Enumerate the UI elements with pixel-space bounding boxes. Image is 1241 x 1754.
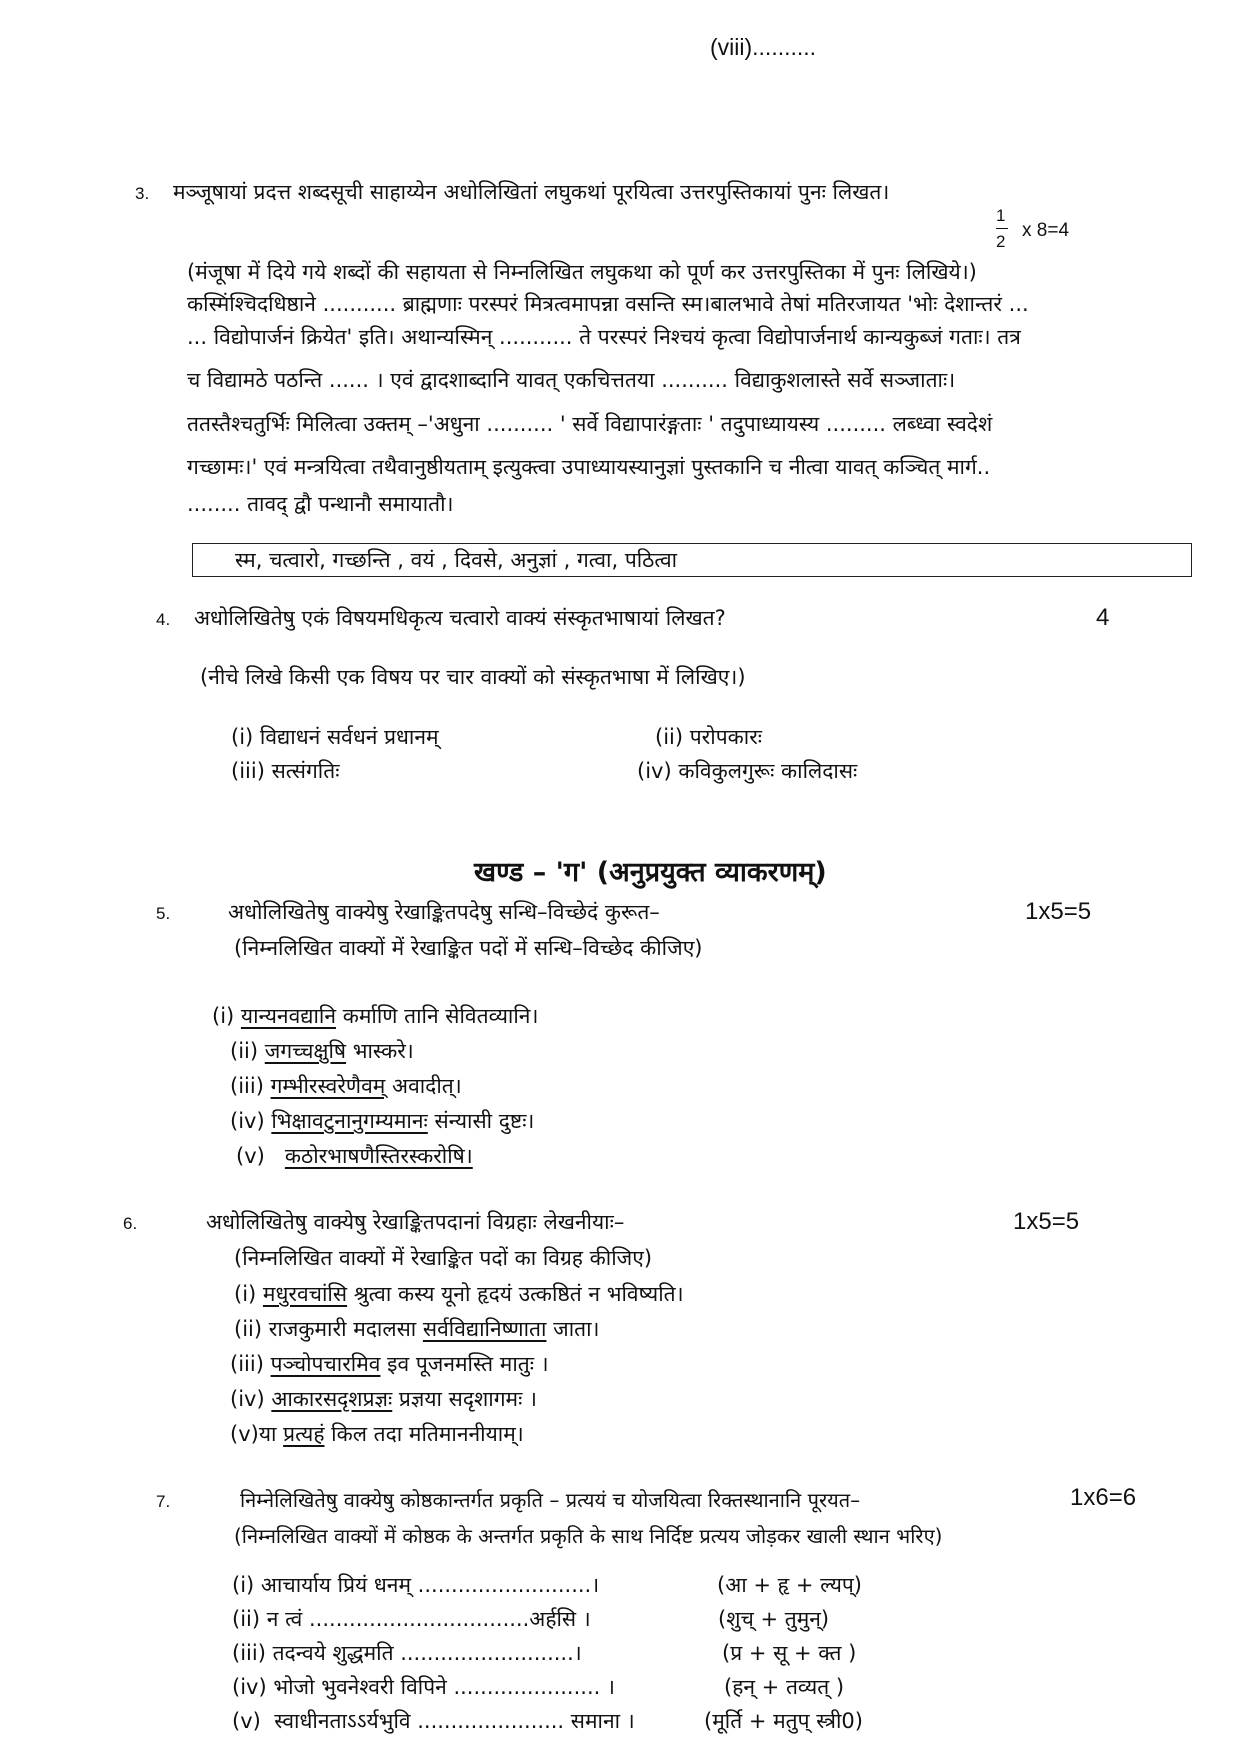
q3-passage-line: ततस्तैश्चतुर्भिः मिलित्वा उक्तम् –'अधुना .......... ' सर्वे विद्यापारंङ्गताः ' तदुपाध्यायस्य ......... लब्ध्वा स्वदेशं [187,412,993,436]
q3-passage-line: ... विद्योपार्जनं क्रियेत' इति। अथान्यस्मिन् ........... ते परस्परं निश्चयं कृत्वा विद्योपार्जनार्थ कान्यकुब्जं गताः। तत्र [187,325,1021,349]
q5-item [230,1037,414,1065]
q4-marks: 4 [1096,604,1110,631]
q6-item-rest: प्रज्ञया सदृशागमः । [392,1387,537,1411]
q4-option-text: परोपकारः [689,725,763,749]
q6-underlined-word: प्रत्यहं [283,1422,325,1446]
q6-item-rest: इव पूजनमस्ति मातुः । [380,1352,549,1376]
q3-passage-line: कस्मिंश्चिदधिष्ठाने ........... ब्राह्मणाः परस्परं मित्रत्वमापन्ना वसन्ति स्म।बालभावे तेषां मतिरजायत 'भोः देशान्तरं ... [187,292,1029,316]
q6-item-label: (ii) [234,1317,263,1341]
q6-item [230,1385,537,1413]
section-heading: खण्ड – 'ग' (अनुप्रयुक्त व्याकरणम्) [474,857,827,888]
q7-item [232,1605,591,1633]
q7-item-label: (i) [232,1573,255,1597]
q6-number: 6. [123,1214,138,1233]
q7-item-label: (ii) [232,1607,261,1631]
q5-marks: 1x5=5 [1025,898,1092,925]
q4-option [637,757,857,785]
q6-item-label: (i) [234,1282,257,1306]
q5-underlined-word: भिक्षावटुनानुगम्यमानः [271,1109,428,1133]
q7-item-hint: (आ + हृ + ल्यप्) [717,1573,862,1597]
q4-option-text: सत्संगतिः [271,759,340,783]
q3-passage-line: गच्छामः।' एवं मन्त्रयित्वा तथैवानुष्ठीयताम् इत्युक्त्वा उपाध्यायस्यानुज्ञां पुस्तकानि च नीत्वा यावत् कञ्चित् मार्ग.. [187,455,991,479]
q5-item [230,1072,462,1100]
q5-item-label: (ii) [230,1039,259,1063]
q6-underlined-word: आकारसदृशप्रज्ञः [271,1387,393,1411]
word-box-text: स्म, चत्वारो, गच्छन्ति , वयं , दिवसे, अनुज्ञां , गत्वा, पठित्वा [235,548,678,572]
q3-marks-denominator: 2 [996,232,1006,251]
q6-marks: 1x5=5 [1013,1208,1080,1235]
q7-item [232,1571,599,1599]
q7-marks: 1x6=6 [1070,1484,1137,1511]
q6-item [234,1315,600,1343]
q5-item-label: (v) [236,1144,265,1168]
q4-option-label: (i) [231,725,254,749]
q5-underlined-word: गम्भीरस्वरेणैवम् [270,1074,386,1098]
q7-item-text: भोजो भुवनेश्वरी विपिने ...................... । [273,1675,615,1699]
q6-underlined-word: मधुरवचांसि [262,1282,348,1306]
q7-item-text: न त्वं .................................अर्हसि । [266,1607,591,1631]
q5-item-rest: अवादीत्। [385,1074,462,1098]
q6-item [234,1280,684,1308]
q6-instruction: अधोलिखितेषु वाक्येषु रेखाङ्कितपदानां विग्रहाः लेखनीयाः– [206,1210,625,1234]
q6-item [230,1420,524,1448]
q6-item-before: या [258,1422,284,1446]
q4-option-text: विद्याधनं सर्वधनं प्रधानम् [259,725,439,749]
q6-item-rest: जाता। [546,1317,600,1341]
q4-option [231,757,339,785]
q4-option [231,723,439,751]
q5-item [230,1107,534,1135]
q6-item-label: (v) [230,1422,259,1446]
q5-underlined-word: जगच्चक्षुषि [264,1039,347,1063]
q7-hindi-instruction: (निम्नलिखित वाक्यों में कोष्ठक के अन्तर्गत प्रकृति के साथ निर्दिष्ट प्रत्यय जोड़कर खाली स्थान भरिए) [234,1524,943,1548]
q7-instruction: निम्नेलिखितेषु वाक्येषु कोष्ठकान्तर्गत प्रकृति – प्रत्ययं च योजयित्वा रिक्तस्थानानि पूरयत– [240,1488,861,1512]
q7-item-hint: (हन् + तव्यत् ) [724,1675,845,1699]
q7-item-label: (iv) [232,1675,267,1699]
page-marker: (viii).......... [710,34,817,60]
q4-option [655,723,762,751]
q7-item [232,1639,582,1667]
q3-marks-rest: x 8=4 [1022,220,1070,241]
q3-marks-numerator: 1 [996,206,1006,225]
q6-item [230,1350,549,1378]
q5-item-rest: भास्करे। [346,1039,414,1063]
q7-item [232,1673,615,1701]
q7-item-label: (v) [232,1709,261,1733]
q5-item-rest: संन्यासी दुष्टः। [427,1109,535,1133]
q6-underlined-word: सर्वविद्यानिष्णाता [422,1317,547,1341]
q4-option-label: (ii) [655,725,684,749]
q5-instruction: अधोलिखितेषु वाक्येषु रेखाङ्कितपदेषु सन्धि–विच्छेदं कुरूत– [228,900,660,924]
q5-underlined-word: कठोरभाषणैस्तिरस्करोषि। [284,1144,473,1168]
q6-item-before: राजकुमारी मदालसा [268,1317,423,1341]
q7-item-hint: (शुच् + तुमुन्) [718,1607,830,1631]
q7-item [232,1707,635,1735]
q3-number: 3. [135,184,150,203]
q4-instruction: अधोलिखितेषु एकं विषयमधिकृत्य चत्वारो वाक्यं संस्कृतभाषायां लिखत? [194,606,726,630]
q4-option-text: कविकुलगुरूः कालिदासः [678,759,858,783]
q6-underlined-word: पञ्चोपचारमिव [270,1352,381,1376]
q7-item-label: (iii) [232,1641,266,1665]
q7-item-text: तदन्वये शुद्धमति ..........................। [272,1641,582,1665]
q5-item [236,1142,473,1170]
q6-item-label: (iii) [230,1352,264,1376]
q7-number: 7. [156,1492,171,1511]
q5-hindi-instruction: (निम्नलिखित वाक्यों में रेखाङ्कित पदों में सन्धि–विच्छेद कीजिए) [234,936,703,960]
q4-option-label: (iv) [637,759,672,783]
q4-number: 4. [156,610,171,629]
q3-passage-line: च विद्यामठे पठन्ति ...... । एवं द्वादशाब्दानि यावत् एकचित्ततया .......... विद्याकुशलास्ते सर्वे सञ्जाताः। [187,368,956,392]
q4-option-label: (iii) [231,759,265,783]
q3-passage-line: ........ तावद् द्वौ पन्थानौ समायातौ। [187,492,454,516]
q5-item-label: (i) [212,1004,235,1028]
q3-hindi-instruction: (मंजूषा में दिये गये शब्दों की सहायता से निम्नलिखित लघुकथा को पूर्ण कर उत्तरपुस्तिका में पुनः लिखिये।) [187,260,977,284]
q5-number: 5. [156,904,171,923]
word-box [192,543,1192,577]
q4-hindi-instruction: (नीचे लिखे किसी एक विषय पर चार वाक्यों को संस्कृतभाषा में लिखिए।) [200,665,746,689]
q6-hindi-instruction: (निम्नलिखित वाक्यों में रेखाङ्कित पदों का विग्रह कीजिए) [234,1246,653,1270]
q6-item-rest: किल तदा मतिमाननीयाम्। [324,1422,524,1446]
q6-item-label: (iv) [230,1387,265,1411]
q7-item-text: स्वाधीनताऽऽर्यभुवि ...................... समाना । [274,1709,635,1733]
q3-instruction: मञ्जूषायां प्रदत्त शब्दसूची साहाय्येन अधोलिखितां लघुकथां पूरयित्वा उत्तरपुस्तिकायां पुनः लिखत। [173,180,890,204]
q7-item-hint: (मूर्ति + मतुप् स्त्री0) [704,1709,863,1733]
q5-item-label: (iii) [230,1074,264,1098]
q6-item-rest: श्रुत्वा कस्य यूनो हृदयं उत्कष्ठितं न भविष्यति। [347,1282,684,1306]
q7-item-text: आचार्याय प्रियं धनम् ..........................। [260,1573,600,1597]
q7-item-hint: (प्र + सू + क्त ) [722,1641,857,1665]
q5-item-rest: कर्माणि तानि सेवितव्यानि। [336,1004,539,1028]
q5-underlined-word: यान्यनवद्यानि [240,1004,337,1028]
q5-item-label: (iv) [230,1109,265,1133]
q5-item [212,1002,538,1030]
